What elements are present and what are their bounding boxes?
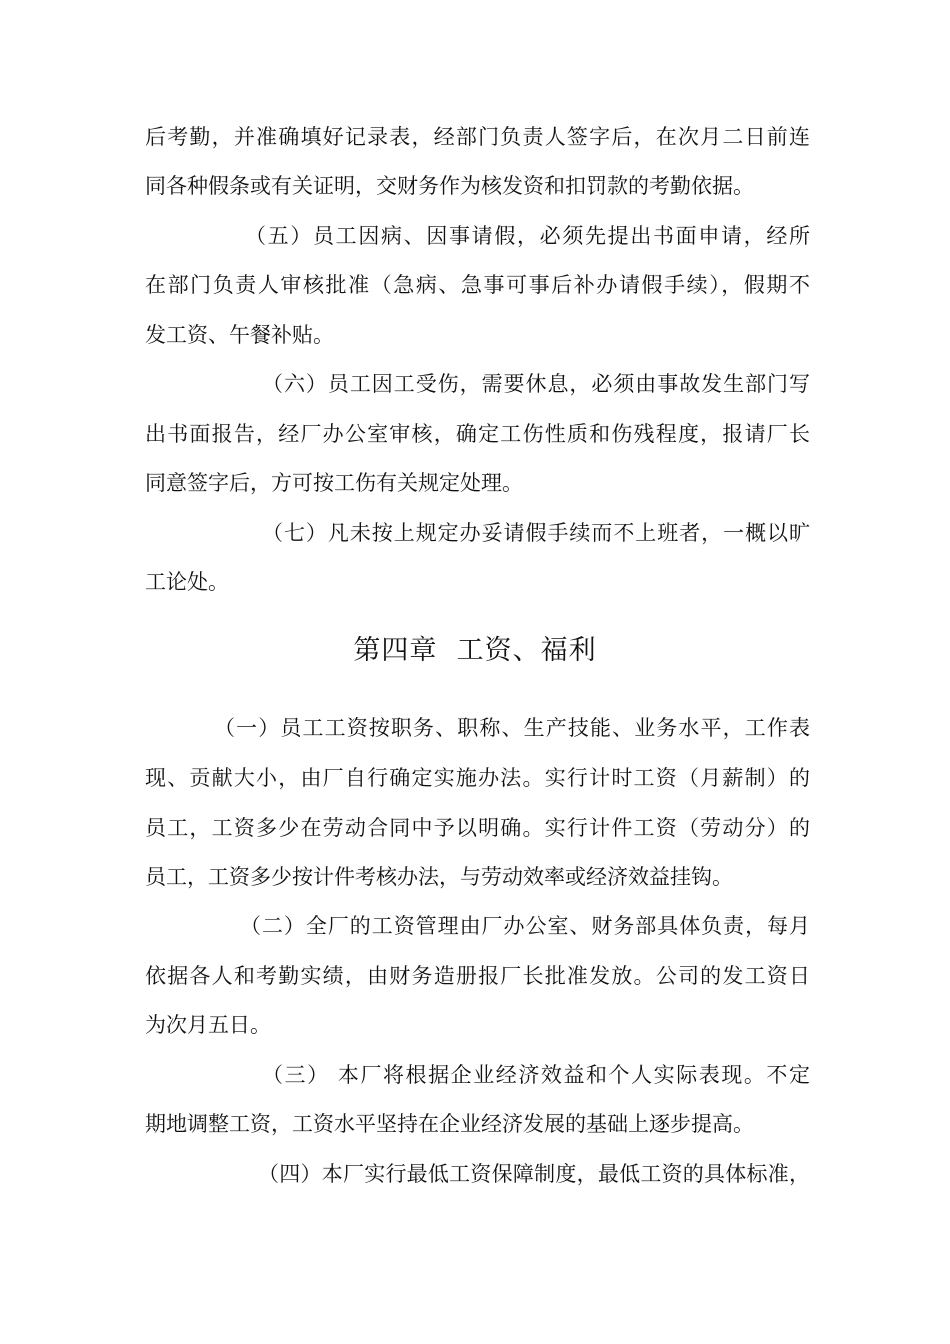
paragraph-line: （六）员工因工受伤，需要休息，必须由事故发生部门写 <box>262 372 810 396</box>
paragraph-line: 依据各人和考勤实绩，由财务造册报厂长批准发放。公司的发工资日 <box>145 964 810 988</box>
paragraph-line: （二）全厂的工资管理由厂办公室、财务部具体负责，每月 <box>240 914 810 938</box>
paragraph-line: （四）本厂实行最低工资保障制度，最低工资的具体标准， <box>258 1162 810 1186</box>
paragraph-line: 工论处。 <box>145 570 229 594</box>
paragraph-line: 发工资、午餐补贴。 <box>145 323 334 347</box>
paragraph-line: 现、贡献大小，由厂自行确定实施办法。实行计时工资（月薪制）的 <box>145 766 810 790</box>
paragraph-line: （三） 本厂将根据企业经济效益和个人实际表现。不定 <box>262 1063 810 1087</box>
paragraph-line: 期地调整工资，工资水平坚持在企业经济发展的基础上逐步提高。 <box>145 1112 754 1136</box>
paragraph-line: （一）员工工资按职务、职称、生产技能、业务水平，工作表 <box>214 716 810 740</box>
paragraph-line: （七）凡未按上规定办妥请假手续而不上班者，一概以旷 <box>262 521 810 545</box>
paragraph-line: 后考勤，并准确填好记录表，经部门负责人签字后，在次月二日前连 <box>145 125 810 149</box>
chapter-heading: 第四章 工资、福利 <box>353 635 597 666</box>
paragraph-line: 在部门负责人审核批准（急病、急事可事后补办请假手续），假期不 <box>145 273 810 297</box>
paragraph-line: 同各种假条或有关证明，交财务作为核发资和扣罚款的考勤依据。 <box>145 174 754 198</box>
paragraph-line: 为次月五日。 <box>145 1013 271 1037</box>
paragraph-line: 员工，工资多少在劳动合同中予以明确。实行计件工资（劳动分）的 <box>145 816 810 840</box>
paragraph-line: 出书面报告，经厂办公室审核，确定工伤性质和伤残程度，报请厂长 <box>145 422 810 446</box>
paragraph-line: 同意签字后，方可按工伤有关规定处理。 <box>145 471 523 495</box>
paragraph-line: （五）员工因病、因事请假，必须先提出书面申请，经所 <box>245 224 810 248</box>
paragraph-line: 员工，工资多少按计件考核办法，与劳动效率或经济效益挂钩。 <box>145 865 733 889</box>
